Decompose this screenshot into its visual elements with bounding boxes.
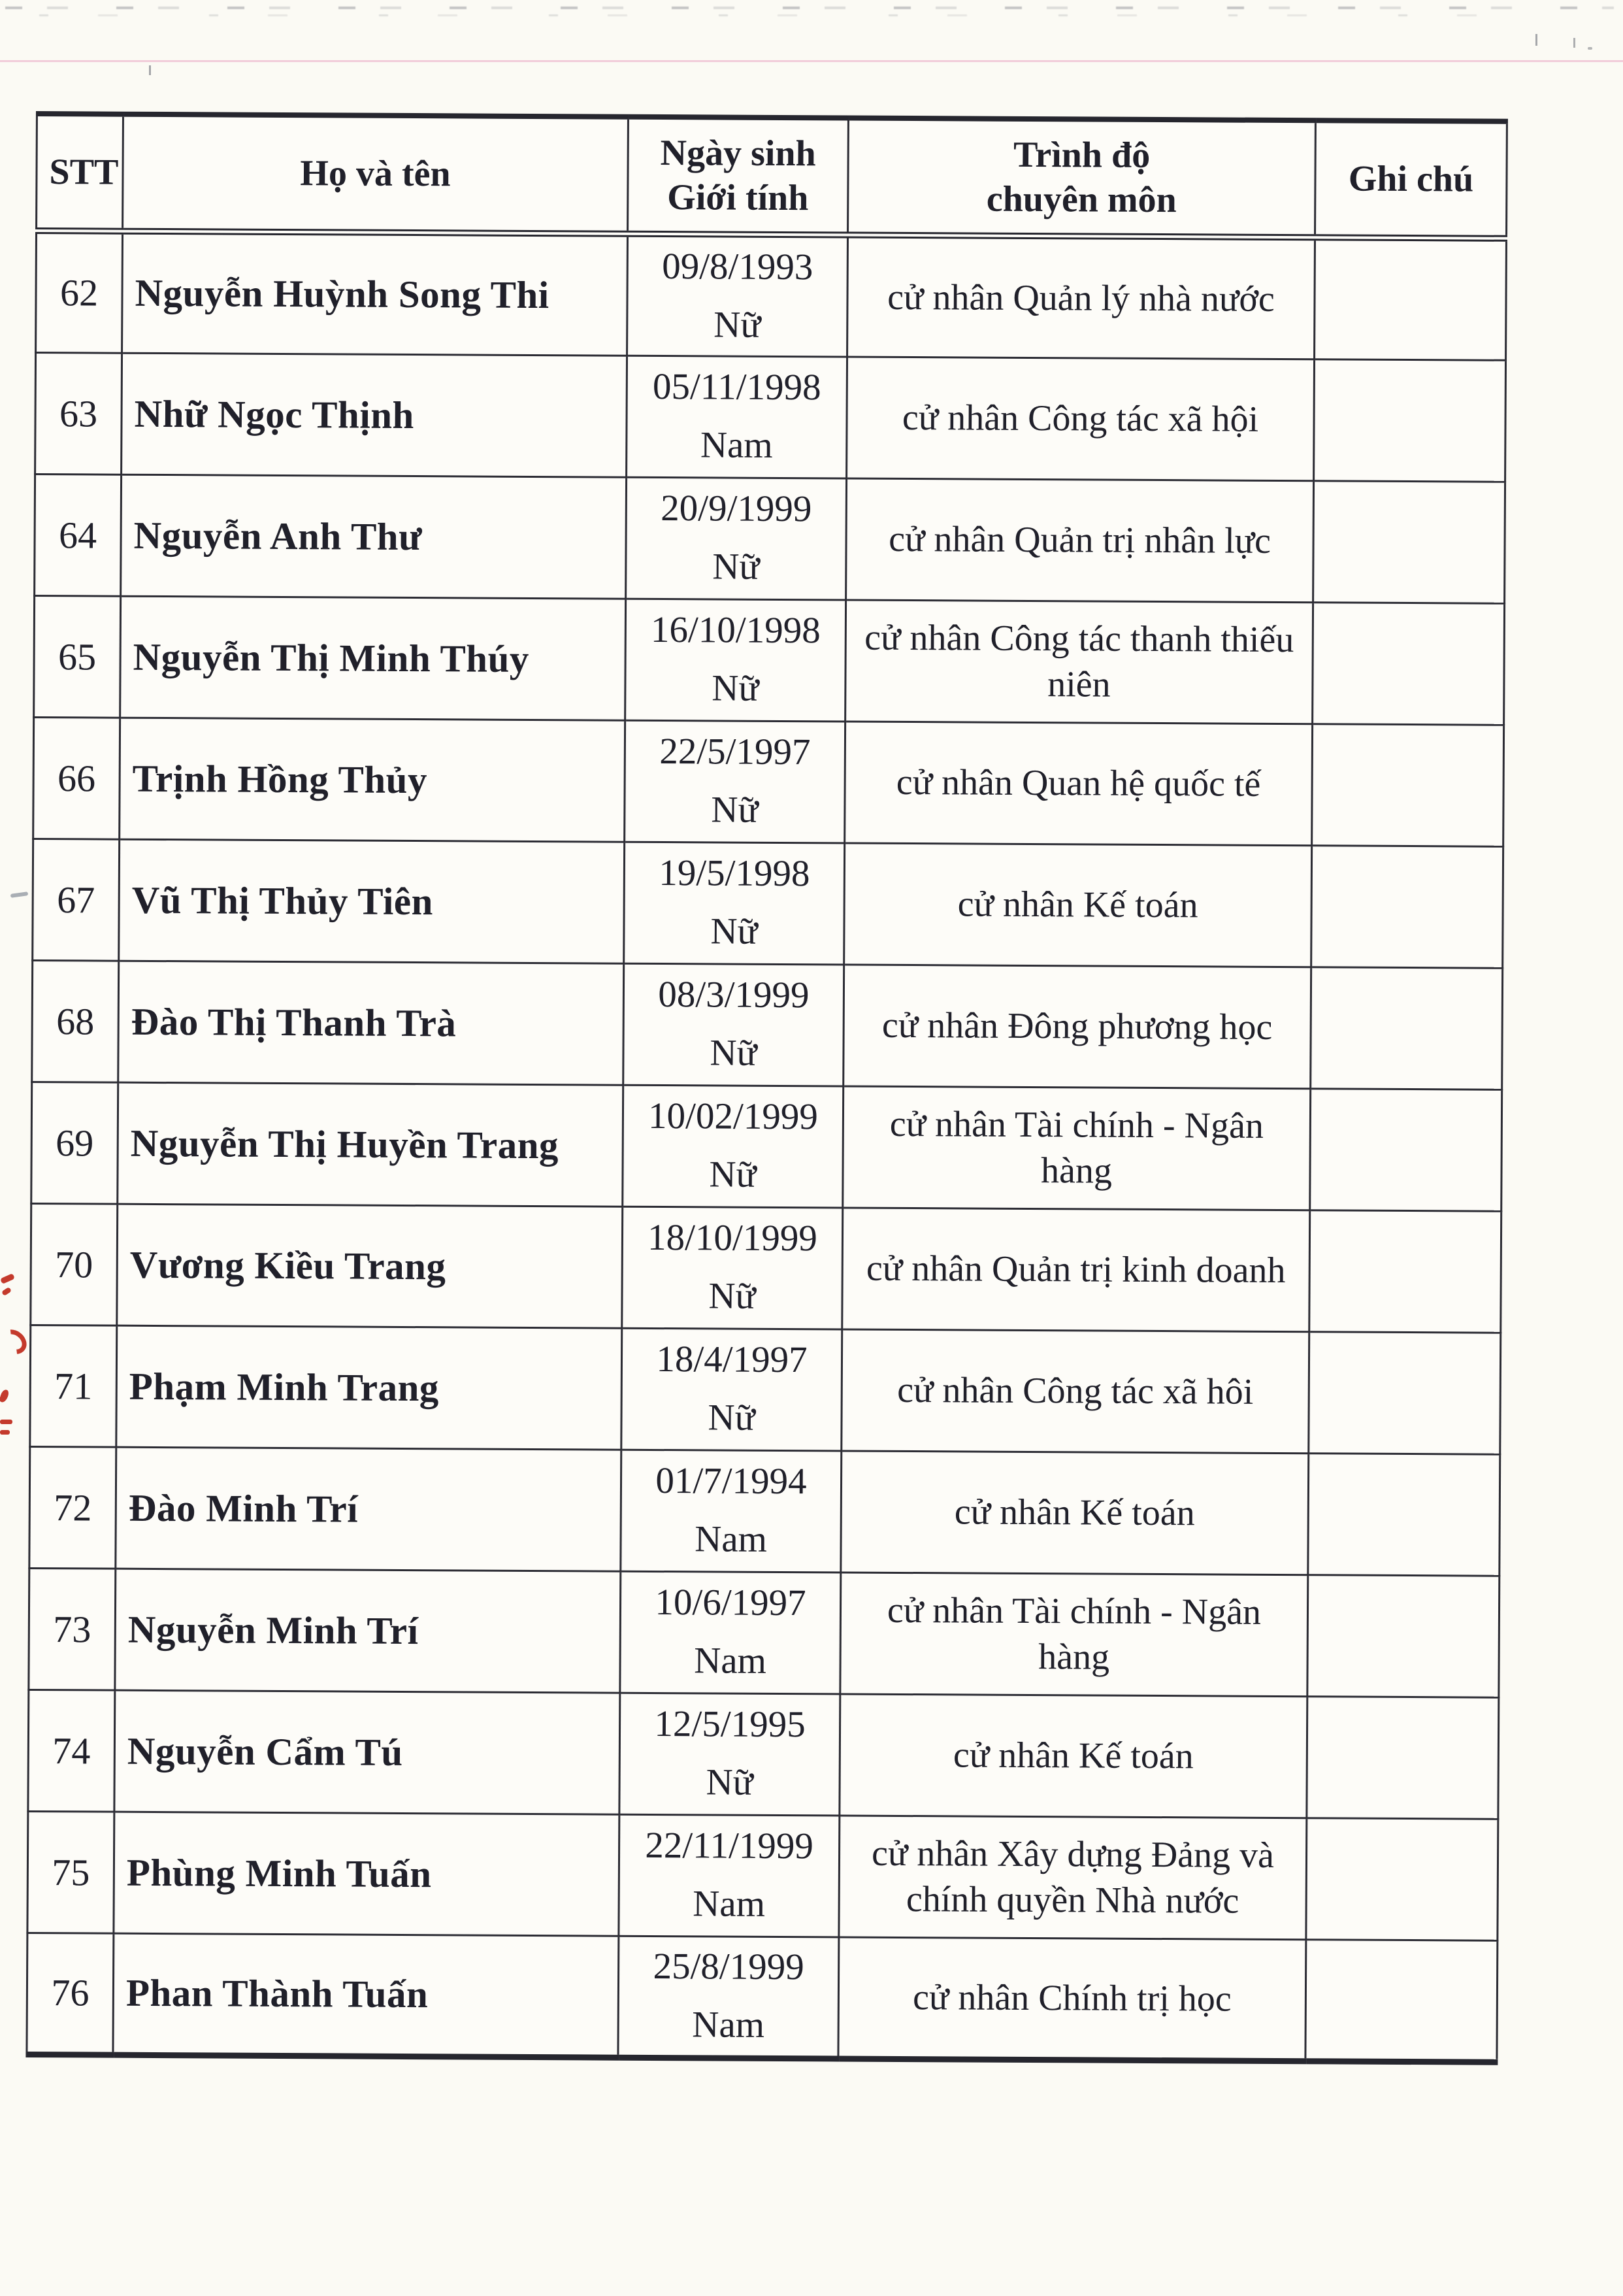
red-pen-mark (0, 1389, 10, 1403)
header-note (1315, 120, 1507, 239)
table-header (37, 114, 1507, 239)
cell-note (1309, 1331, 1501, 1454)
dob-value: 05/11/1998 (652, 366, 821, 408)
cell-name: Vương Kiều Trang (117, 1204, 623, 1328)
cell-stt: 62 (36, 231, 123, 353)
table-row (31, 1203, 1501, 1333)
dob-value: 18/4/1997 (656, 1339, 808, 1381)
cell-name: Đào Minh Trí (116, 1447, 621, 1571)
cell-stt: 67 (33, 839, 120, 961)
cell-dob-gender (627, 356, 847, 478)
roster-table-container (25, 111, 1506, 2065)
header-qual-line2: chuyên môn (986, 178, 1177, 221)
table-row (29, 1568, 1500, 1697)
header-dob-gender (628, 117, 849, 235)
cell-dob-gender (618, 1936, 839, 2059)
table-row (35, 474, 1505, 603)
dob-value: 01/7/1994 (655, 1460, 807, 1503)
cell-note (1309, 1210, 1501, 1333)
cell-stt: 63 (35, 352, 122, 474)
cell-dob-gender (626, 477, 847, 600)
cell-qualification: cử nhân Xây dựng Đảng và chính quyền Nhà nước (839, 1815, 1307, 1939)
header-qual-line1: Trình độ (1013, 134, 1151, 176)
cell-stt: 68 (32, 960, 119, 1082)
dob-value: 12/5/1995 (654, 1703, 806, 1746)
red-pen-mark (1, 1287, 12, 1296)
table-row (27, 1811, 1498, 1940)
cell-dob-gender (625, 720, 845, 843)
cell-stt: 69 (31, 1082, 118, 1204)
cell-name: Nguyễn Huỳnh Song Thi (122, 231, 628, 356)
header-stt (37, 114, 123, 231)
cell-stt: 71 (30, 1325, 117, 1447)
cell-note (1307, 1574, 1500, 1697)
cell-name: Phùng Minh Tuấn (114, 1812, 619, 1936)
cell-dob-gender (620, 1571, 841, 1694)
dob-value: 10/02/1999 (648, 1095, 818, 1138)
cell-dob-gender (623, 963, 844, 1086)
table-row (27, 1933, 1498, 2062)
cell-stt: 64 (35, 474, 122, 596)
table-row (28, 1689, 1499, 1819)
cell-note (1311, 845, 1503, 968)
cell-dob-gender (622, 1206, 843, 1329)
cell-dob-gender (627, 234, 848, 357)
table-body (27, 231, 1507, 2062)
table-row (33, 717, 1504, 846)
scan-artifact (1588, 47, 1592, 50)
cell-qualification: cử nhân Quan hệ quốc tế (845, 721, 1313, 845)
scan-artifact (1573, 38, 1575, 48)
table-row (33, 839, 1503, 968)
cell-qualification: cử nhân Công tác xã hội (847, 357, 1315, 481)
gender-value: Nữ (712, 546, 760, 588)
gender-value: Nữ (710, 910, 758, 952)
scan-artifact (149, 65, 151, 75)
gender-value: Nữ (709, 1154, 757, 1195)
cell-qualification: cử nhân Công tác thanh thiếu niên (845, 600, 1313, 724)
dob-value: 08/3/1999 (658, 974, 810, 1016)
gender-value: Nam (694, 1640, 767, 1682)
cell-name: Nhữ Ngọc Thịnh (122, 353, 627, 477)
scan-pink-line (0, 60, 1623, 62)
header-note-label: Ghi chú (1348, 158, 1474, 200)
cell-name: Vũ Thị Thủy Tiên (119, 839, 625, 963)
cell-name: Nguyễn Cẩm Tú (114, 1690, 620, 1814)
gender-value: Nữ (708, 1275, 756, 1317)
header-stt-label: STT (49, 151, 119, 193)
dob-value: 20/9/1999 (661, 488, 812, 530)
table-row (31, 1082, 1502, 1211)
red-pen-mark (0, 1273, 15, 1284)
cell-stt: 66 (33, 717, 120, 839)
scan-noise-band (5, 7, 1614, 9)
dob-value: 09/8/1993 (662, 246, 813, 288)
cell-dob-gender (625, 599, 846, 722)
table-row (36, 231, 1507, 360)
header-dob-line1: Ngày sinh (660, 132, 816, 174)
gender-value: Nam (693, 1883, 766, 1925)
cell-qualification: cử nhân Tài chính - Ngân hàng (843, 1086, 1311, 1210)
cell-note (1307, 1696, 1499, 1819)
cell-stt: 73 (29, 1568, 116, 1690)
cell-name: Nguyễn Minh Trí (115, 1569, 621, 1693)
cell-dob-gender (621, 1328, 842, 1451)
cell-stt: 74 (28, 1689, 115, 1812)
cell-note (1310, 1088, 1502, 1211)
cell-dob-gender (623, 1085, 844, 1208)
cell-note (1305, 1939, 1498, 2062)
roster-table (25, 111, 1508, 2065)
red-pen-mark (0, 1430, 10, 1435)
cell-note (1308, 1453, 1500, 1576)
dob-value: 10/6/1997 (655, 1582, 806, 1624)
cell-qualification: cử nhân Kế toán (841, 1450, 1309, 1574)
cell-dob-gender (621, 1450, 842, 1572)
cell-stt: 75 (27, 1811, 114, 1933)
dob-value: 22/11/1999 (645, 1825, 814, 1867)
cell-name: Nguyễn Thị Minh Thúy (120, 596, 626, 720)
cell-name: Trịnh Hồng Thủy (120, 718, 625, 842)
gender-value: Nữ (712, 667, 759, 709)
dob-value: 16/10/1998 (650, 609, 821, 652)
cell-name: Nguyễn Thị Huyền Trang (118, 1082, 623, 1206)
cell-qualification: cử nhân Kế toán (840, 1693, 1307, 1818)
gender-value: Nam (692, 2003, 765, 2046)
cell-qualification: cử nhân Đông phương học (844, 964, 1311, 1088)
cell-note (1313, 480, 1505, 603)
cell-name: Phan Thành Tuấn (113, 1933, 619, 2057)
cell-dob-gender (619, 1814, 840, 1937)
cell-dob-gender (624, 842, 845, 965)
cell-note (1313, 602, 1505, 725)
red-pen-mark (0, 1325, 31, 1359)
scan-artifact (1535, 34, 1537, 46)
header-name (123, 114, 629, 234)
dob-value: 19/5/1998 (659, 852, 810, 895)
cell-note (1311, 967, 1503, 1090)
table-row (35, 352, 1506, 482)
header-dob-line2: Giới tính (667, 177, 809, 219)
cell-dob-gender (619, 1693, 840, 1816)
table-row (32, 960, 1503, 1090)
header-name-label: Họ và tên (300, 152, 451, 195)
cell-note (1306, 1818, 1498, 1940)
scan-artifact (10, 891, 29, 898)
cell-qualification: cử nhân Chính trị học (838, 1937, 1306, 2061)
dob-value: 18/10/1999 (647, 1217, 817, 1259)
cell-qualification: cử nhân Công tác xã hôi (842, 1329, 1309, 1453)
table-row (30, 1325, 1501, 1454)
cell-note (1315, 237, 1507, 360)
cell-qualification: cử nhân Tài chính - Ngân hàng (840, 1572, 1308, 1696)
gender-value: Nam (695, 1518, 768, 1560)
header-row (37, 114, 1507, 239)
cell-name: Nguyễn Anh Thư (121, 474, 627, 599)
cell-note (1312, 724, 1504, 846)
gender-value: Nữ (713, 304, 761, 346)
gender-value: Nữ (711, 789, 759, 831)
header-qualification (848, 118, 1316, 238)
table-row (29, 1446, 1500, 1576)
gender-value: Nữ (706, 1761, 753, 1803)
cell-qualification: cử nhân Kế toán (844, 842, 1312, 967)
table-row (34, 595, 1505, 725)
cell-name: Đào Thị Thanh Trà (118, 961, 624, 1085)
red-pen-mark (0, 1420, 12, 1424)
scan-noise-band (39, 14, 1542, 16)
cell-stt: 65 (34, 595, 121, 718)
cell-name: Phạm Minh Trang (116, 1325, 622, 1450)
gender-value: Nam (700, 424, 773, 466)
gender-value: Nữ (710, 1032, 757, 1074)
dob-value: 22/5/1997 (659, 731, 811, 773)
cell-stt: 70 (31, 1203, 118, 1325)
gender-value: Nữ (708, 1397, 755, 1439)
cell-stt: 72 (29, 1446, 116, 1569)
cell-qualification: cử nhân Quản trị kinh doanh (842, 1207, 1310, 1331)
cell-qualification: cử nhân Quản lý nhà nước (847, 235, 1315, 359)
cell-note (1314, 359, 1506, 482)
cell-stt: 76 (27, 1933, 114, 2055)
cell-qualification: cử nhân Quản trị nhân lực (846, 478, 1314, 603)
dob-value: 25/8/1999 (653, 1945, 804, 1988)
